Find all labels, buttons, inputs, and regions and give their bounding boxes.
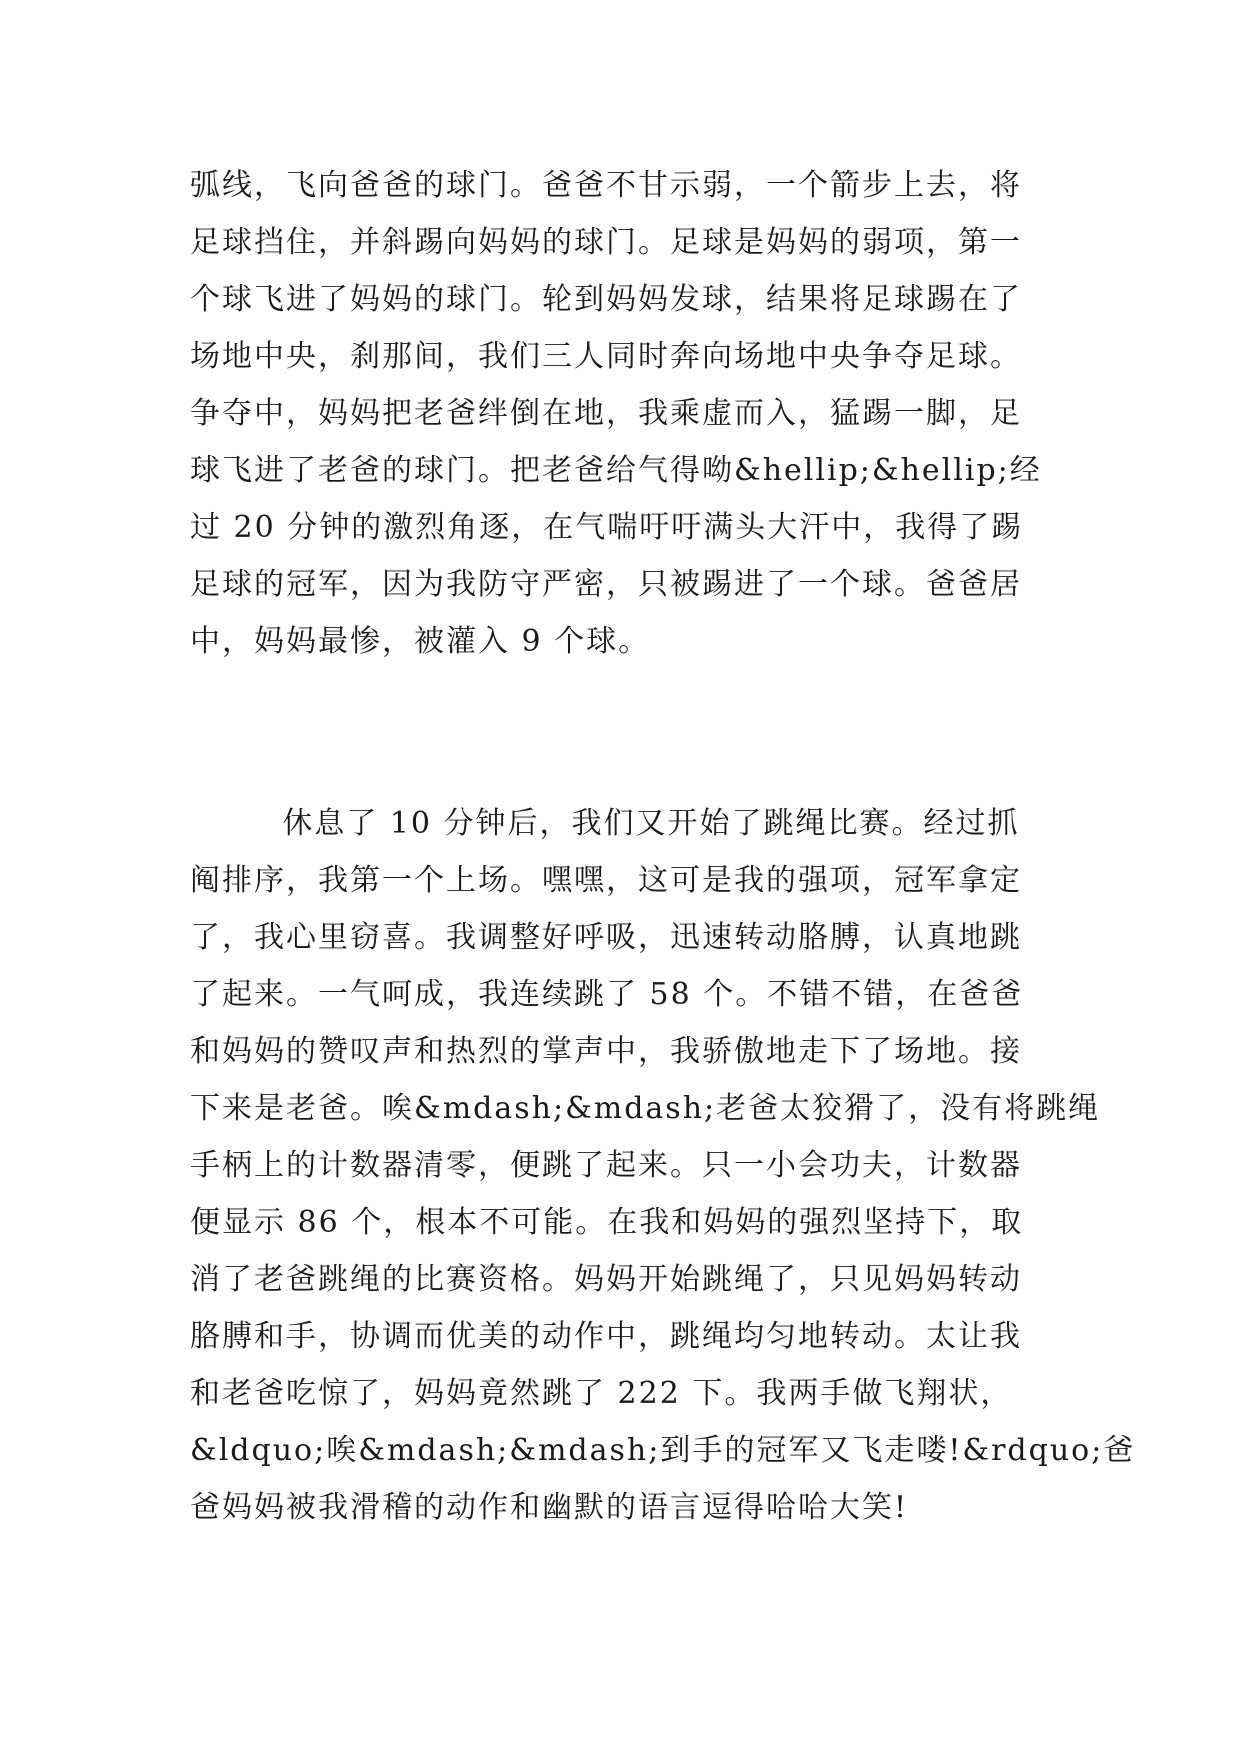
paragraph-jump-rope <box>190 795 1136 1536</box>
paragraph-line: 和妈妈的赞叹声和热烈的掌声中，我骄傲地走下了场地。接 <box>190 1034 1022 1069</box>
paragraph-line: 胳膊和手，协调而优美的动作中，跳绳均匀地转动。太让我 <box>190 1319 1022 1354</box>
paragraph-line: 弧线，飞向爸爸的球门。爸爸不甘示弱，一个箭步上去，将 <box>190 168 1022 203</box>
paragraph-line: 手柄上的计数器清零，便跳了起来。只一小会功夫，计数器 <box>190 1148 1022 1183</box>
paragraph-line: 下来是老爸。唉&mdash;&mdash;老爸太狡猾了，没有将跳绳 <box>190 1091 1101 1126</box>
paragraph-line: 爸妈妈被我滑稽的动作和幽默的语言逗得哈哈大笑! <box>190 1490 909 1525</box>
paragraph-football <box>190 157 1090 670</box>
paragraph-line: 了，我心里窃喜。我调整好呼吸，迅速转动胳膊，认真地跳 <box>190 920 1022 955</box>
paragraph-line: 足球挡住，并斜踢向妈妈的球门。足球是妈妈的弱项，第一 <box>190 225 1022 260</box>
paragraph-line: 争夺中，妈妈把老爸绊倒在地，我乘虚而入，猛踢一脚，足 <box>190 396 1022 431</box>
paragraph-line: 足球的冠军，因为我防守严密，只被踢进了一个球。爸爸居 <box>190 567 1022 602</box>
paragraph-line: 阄排序，我第一个上场。嘿嘿，这可是我的强项，冠军拿定 <box>190 863 1022 898</box>
paragraph-line: 场地中央，刹那间，我们三人同时奔向场地中央争夺足球。 <box>190 339 1022 374</box>
paragraph-line: &ldquo;唉&mdash;&mdash;到手的冠军又飞走喽!&rdquo;爸 <box>190 1433 1136 1468</box>
paragraph-line: 了起来。一气呵成，我连续跳了 58 个。不错不错，在爸爸 <box>190 977 1024 1012</box>
paragraph-line: 中，妈妈最惨，被灌入 9 个球。 <box>190 624 651 659</box>
paragraph-line: 过 20 分钟的激烈角逐，在气喘吁吁满头大汗中，我得了踢 <box>190 510 1024 545</box>
paragraph-line: 和老爸吃惊了，妈妈竟然跳了 222 下。我两手做飞翔状， <box>190 1376 1013 1411</box>
paragraph-line: 休息了 10 分钟后，我们又开始了跳绳比赛。经过抓 <box>190 806 1020 841</box>
paragraph-line: 便显示 86 个，根本不可能。在我和妈妈的强烈坚持下，取 <box>190 1205 1024 1240</box>
paragraph-line: 球飞进了老爸的球门。把老爸给气得呦&hellip;&hellip;经 <box>190 453 1042 488</box>
paragraph-line: 个球飞进了妈妈的球门。轮到妈妈发球，结果将足球踢在了 <box>190 282 1022 317</box>
paragraph-line: 消了老爸跳绳的比赛资格。妈妈开始跳绳了，只见妈妈转动 <box>190 1262 1022 1297</box>
